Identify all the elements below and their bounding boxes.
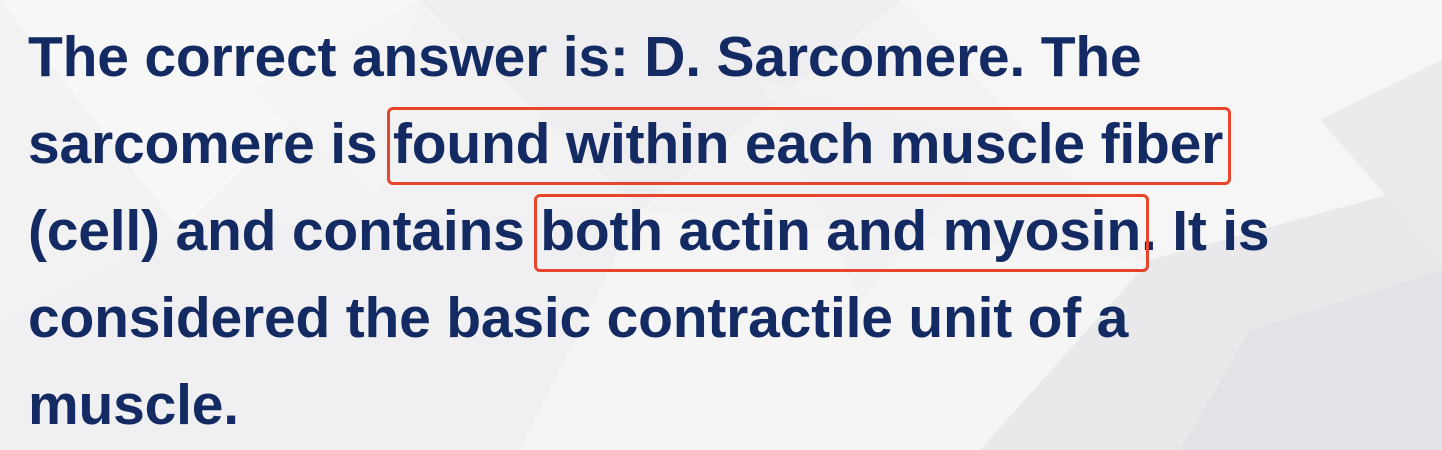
answer-line-5: muscle. — [28, 373, 239, 437]
answer-line-1: The correct answer is: D. Sarcomere. The — [28, 25, 1142, 89]
answer-line-3 — [28, 196, 1269, 266]
line-3-after-text: . It is — [1140, 199, 1270, 263]
highlight-box-actin-myosin: both actin and myosin — [540, 196, 1141, 266]
line-3-before-text: (cell) and contains — [28, 199, 541, 263]
highlight-box-muscle-fiber: found within each muscle fiber — [393, 109, 1223, 179]
answer-line-4: considered the basic contractile unit of a — [28, 286, 1129, 350]
answer-line-2 — [28, 109, 1223, 179]
line-2-before-text: sarcomere is — [28, 112, 393, 176]
